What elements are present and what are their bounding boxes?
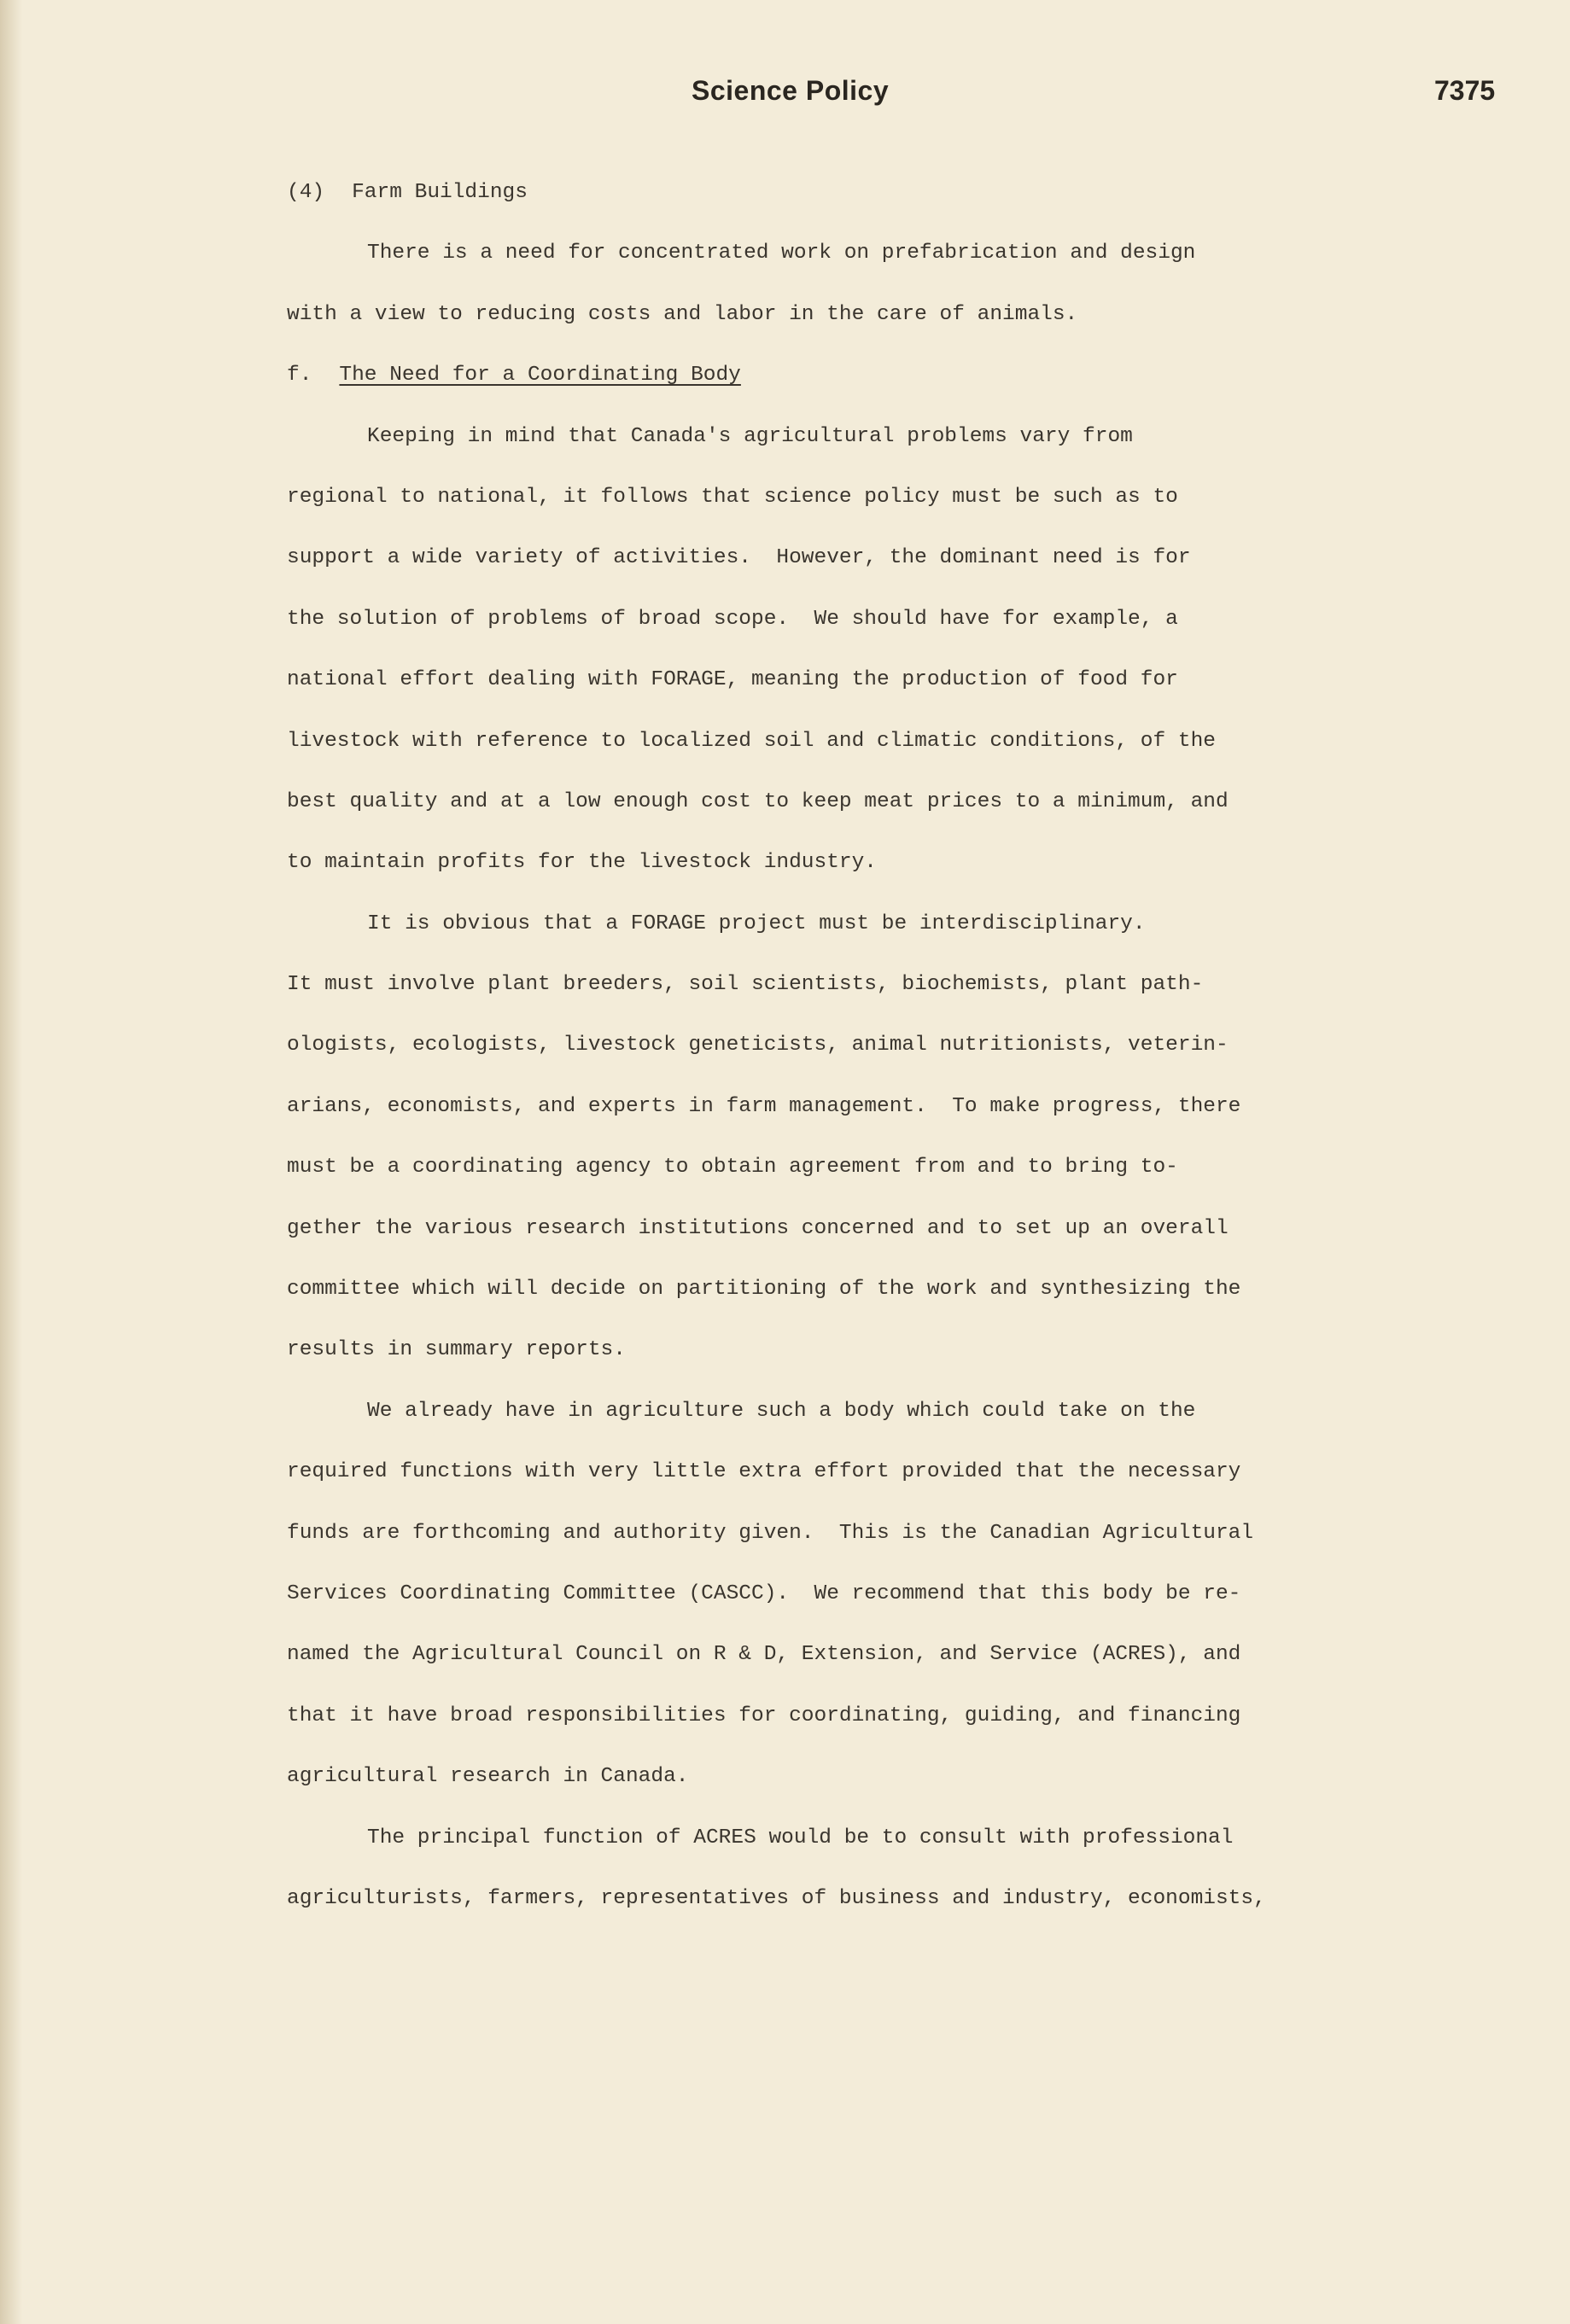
text-line: The principal function of ACRES would be to consult with professional bbox=[367, 1826, 1234, 1849]
text-line: must be a coordinating agency to obtain agreement from and to bring to- bbox=[287, 1156, 1178, 1179]
text-line: required functions with very little extra effort provided that the necessary bbox=[287, 1460, 1241, 1484]
text-line: It must involve plant breeders, soil scientists, biochemists, plant path- bbox=[287, 973, 1204, 997]
text-line: the solution of problems of broad scope. We should have for example, a bbox=[287, 607, 1178, 631]
text-line: that it have broad responsibilities for coordinating, guiding, and financing bbox=[287, 1704, 1241, 1727]
text-line: national effort dealing with FORAGE, meaning the production of food for bbox=[287, 668, 1178, 692]
text-line: It is obvious that a FORAGE project must be interdisciplinary. bbox=[367, 912, 1146, 935]
text-line: best quality and at a low enough cost to keep meat prices to a minimum, and bbox=[287, 789, 1229, 813]
text-line: with a view to reducing costs and labor in the care of animals. bbox=[287, 302, 1078, 326]
text-line: results in summary reports. bbox=[287, 1338, 626, 1362]
text-line: arians, economists, and experts in farm management. To make progress, there bbox=[287, 1094, 1241, 1118]
text-line: ologists, ecologists, livestock geneticists, animal nutritionists, veterin- bbox=[287, 1034, 1229, 1057]
text-line: We already have in agriculture such a body which could take on the bbox=[367, 1399, 1196, 1423]
text-line: Keeping in mind that Canada's agricultural problems vary from bbox=[367, 424, 1133, 448]
section-title: Farm Buildings bbox=[352, 181, 528, 204]
text-line: funds are forthcoming and authority given. This is the Canadian Agricultural bbox=[287, 1521, 1254, 1545]
text-line: agriculturists, farmers, representatives of business and industry, economists, bbox=[287, 1886, 1266, 1910]
text-line: support a wide variety of activities. However, the dominant need is for bbox=[287, 546, 1191, 570]
text-line: gether the various research institutions concerned and to set up an overall bbox=[287, 1216, 1229, 1240]
section-heading-farm-buildings bbox=[287, 174, 1311, 235]
subsection-heading-coordinating-body bbox=[287, 357, 1311, 417]
text-line: committee which will decide on partitioning of the work and synthesizing the bbox=[287, 1278, 1241, 1302]
subsection-label: f. bbox=[287, 364, 312, 387]
page-number: 7375 bbox=[1434, 75, 1496, 106]
text-line: There is a need for concentrated work on prefabrication and design bbox=[367, 242, 1196, 265]
document-body bbox=[287, 174, 1311, 1941]
running-header-title: Science Policy bbox=[692, 75, 890, 106]
page-binding-edge bbox=[0, 0, 22, 2324]
text-line: to maintain profits for the livestock industry. bbox=[287, 851, 878, 875]
text-line: named the Agricultural Council on R & D, Extension, and Service (ACRES), and bbox=[287, 1643, 1241, 1667]
section-number: (4) bbox=[287, 181, 325, 204]
text-line: livestock with reference to localized soil and climatic conditions, of the bbox=[287, 729, 1216, 753]
text-line: agricultural research in Canada. bbox=[287, 1765, 689, 1789]
subsection-title: The Need for a Coordinating Body bbox=[339, 364, 741, 387]
text-line: regional to national, it follows that science policy must be such as to bbox=[287, 485, 1178, 509]
text-line: Services Coordinating Committee (CASCC). We recommend that this body be re- bbox=[287, 1581, 1241, 1605]
